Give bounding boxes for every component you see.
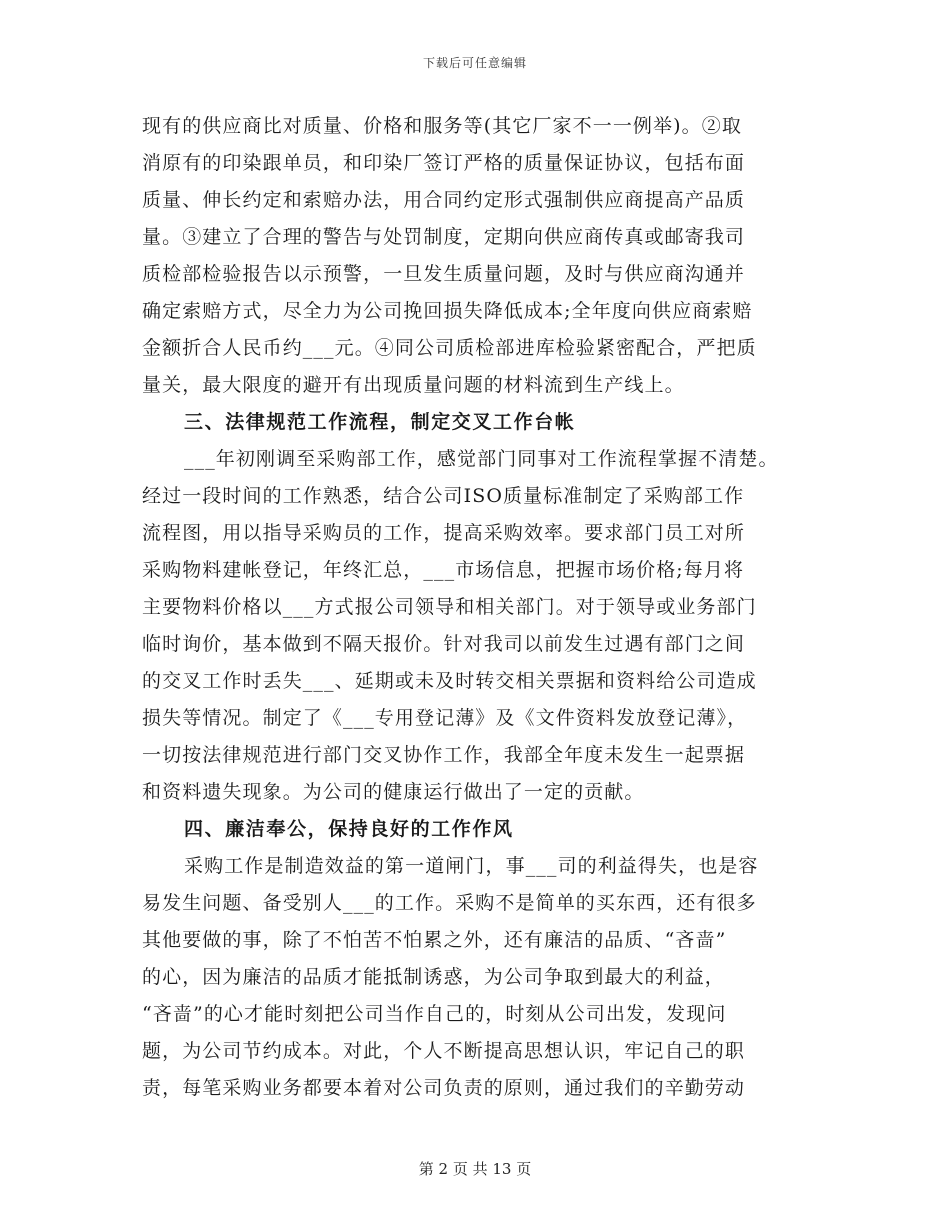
paragraph-line: 题，为公司节约成本。对此，个人不断提高思想认识，牢记自己的职 — [142, 1040, 746, 1062]
paragraph-line: “吝啬”的心才能时刻把公司当作自己的，时刻从公司出发，发现问 — [142, 1003, 727, 1025]
document-body — [142, 108, 822, 1107]
paragraph-line: 临时询价，基本做到不隔天报价。针对我司以前发生过遇有部门之间 — [142, 633, 746, 655]
paragraph-line: 责，每笔采购业务都要本着对公司负责的原则，通过我们的辛勤劳动 — [142, 1077, 746, 1099]
paragraph-line: 其他要做的事，除了不怕苦不怕累之外，还有廉洁的品质、“吝啬” — [142, 929, 727, 951]
paragraph-line: 一切按法律规范进行部门交叉协作工作，我部全年度未发生一起票据 — [142, 744, 746, 766]
section-heading-4: 四、廉洁奉公，保持良好的工作作风 — [184, 818, 514, 840]
paragraph-line: 量关，最大限度的避开有出现质量问题的材料流到生产线上。 — [142, 374, 685, 396]
paragraph-line: 的心，因为廉洁的品质才能抵制诱惑，为公司争取到最大的利益， — [142, 966, 725, 988]
paragraph-line: 的交叉工作时丢失___、延期或未及时转交相关票据和资料给公司造成 — [142, 670, 757, 692]
paragraph-line: 经过一段时间的工作熟悉，结合公司ISO质量标准制定了采购部工作 — [142, 485, 745, 507]
paragraph-line: 和资料遗失现象。为公司的健康运行做出了一定的贡献。 — [142, 781, 645, 803]
paragraph-line: 金额折合人民币约___元。④同公司质检部进库检验紧密配合，严把质 — [142, 337, 757, 359]
paragraph-line: 确定索赔方式，尽全力为公司挽回损失降低成本;全年度向供应商索赔 — [142, 300, 753, 322]
paragraph-line: 采购物料建帐登记，年终汇总，___市场信息，把握市场价格;每月将 — [142, 559, 745, 581]
paragraph-line: 采购工作是制造效益的第一道闸门，事___司的利益得失，也是容 — [184, 855, 759, 877]
paragraph-line: 量。③建立了合理的警告与处罚制度，定期向供应商传真或邮寄我司 — [142, 226, 746, 248]
page-footer: 第 2 页 共 13 页 — [418, 1160, 532, 1178]
paragraph-line: 现有的供应商比对质量、价格和服务等(其它厂家不一一例举)。②取 — [142, 115, 742, 137]
paragraph-line: 质量、伸长约定和索赔办法，用合同约定形式强制供应商提高产品质 — [142, 189, 746, 211]
paragraph-line: 损失等情况。制定了《___专用登记薄》及《文件资料发放登记薄》， — [142, 707, 748, 729]
paragraph-line: 质检部检验报告以示预警，一旦发生质量问题，及时与供应商沟通并 — [142, 263, 746, 285]
paragraph-line: ___年初刚调至采购部工作，感觉部门同事对工作流程掌握不清楚。 — [184, 448, 779, 470]
paragraph-line: 消原有的印染跟单员，和印染厂签订严格的质量保证协议，包括布面 — [142, 152, 746, 174]
paragraph-line: 易发生问题、备受别人___的工作。采购不是简单的买东西，还有很多 — [142, 892, 757, 914]
paragraph-line: 主要物料价格以___方式报公司领导和相关部门。对于领导或业务部门 — [142, 596, 757, 618]
paragraph-line: 流程图，用以指导采购员的工作，提高采购效率。要求部门员工对所 — [142, 522, 746, 544]
section-heading-3: 三、法律规范工作流程，制定交叉工作台帐 — [184, 411, 576, 433]
page-header: 下载后可任意编辑 — [422, 56, 527, 70]
